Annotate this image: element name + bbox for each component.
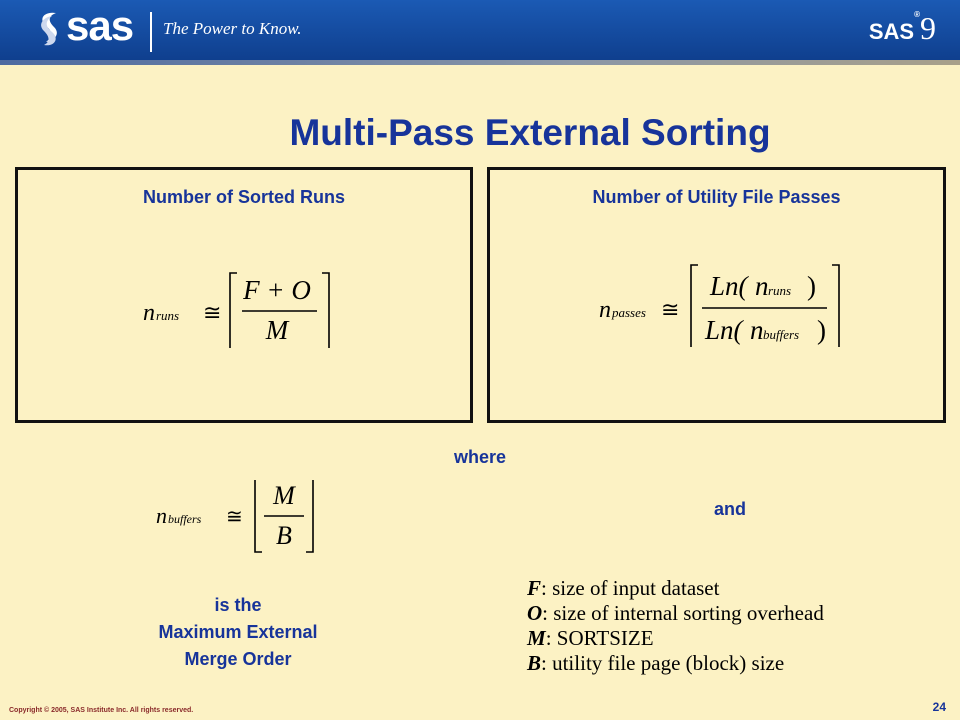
and-label: and	[713, 499, 746, 519]
variable-definitions	[527, 576, 824, 676]
sorted-runs-box	[15, 167, 473, 423]
svg-text:buffers: buffers	[168, 512, 202, 526]
buffers-formula	[150, 472, 350, 562]
svg-text:): )	[817, 315, 826, 345]
svg-text:n: n	[599, 297, 611, 323]
svg-text:≅: ≅	[661, 297, 680, 322]
tagline: The Power to Know.	[163, 19, 302, 38]
copyright-notice: Copyright © 2005, SAS Institute Inc. All rights reserved.	[9, 707, 194, 714]
caption-line-3: Merge Order	[184, 649, 292, 669]
svg-text:passes: passes	[612, 305, 646, 320]
utility-passes-formula	[487, 167, 946, 423]
svg-text:Ln(: Ln(	[710, 271, 748, 301]
svg-text:buffers: buffers	[763, 327, 800, 342]
svg-text:runs: runs	[768, 283, 792, 298]
svg-text:M: M	[273, 481, 295, 510]
svg-text:M: M	[265, 315, 289, 345]
definition-item: O: size of internal sorting overhead	[527, 601, 824, 625]
svg-text:≅: ≅	[203, 300, 222, 325]
utility-passes-heading: Number of Utility File Passes	[592, 187, 841, 207]
svg-text:n: n	[156, 503, 167, 528]
caption-line-2: Maximum External	[158, 622, 318, 642]
svg-text:): )	[807, 271, 816, 301]
page-number: 24	[932, 700, 946, 714]
sorted-runs-heading: Number of Sorted Runs	[142, 187, 345, 207]
utility-passes-box	[487, 167, 946, 423]
svg-text:B: B	[276, 521, 292, 550]
svg-text:≅: ≅	[226, 506, 243, 528]
svg-text:runs: runs	[156, 308, 180, 323]
svg-text:n: n	[143, 300, 155, 326]
definition-item: M: SORTSIZE	[527, 626, 654, 650]
definition-item: B: utility file page (block) size	[527, 651, 785, 675]
logo-separator	[150, 12, 152, 52]
slide-title: Multi-Pass External Sorting	[289, 112, 771, 153]
sas-logo-swirl-icon	[34, 9, 64, 49]
header-rule	[0, 60, 960, 65]
svg-text:n: n	[755, 271, 769, 301]
svg-text:Ln(: Ln(	[705, 315, 743, 345]
svg-text:n: n	[750, 315, 764, 345]
svg-text:F + O: F + O	[243, 275, 311, 305]
sas9-badge: SAS®9	[868, 10, 936, 46]
where-label: where	[453, 447, 507, 467]
header-bar	[0, 0, 960, 60]
sorted-runs-formula	[15, 167, 473, 423]
caption-line-1: is the	[214, 595, 262, 615]
merge-order-caption	[118, 592, 358, 673]
sas-logo-text: sas	[66, 2, 134, 49]
definition-item: F: size of input dataset	[527, 576, 720, 600]
